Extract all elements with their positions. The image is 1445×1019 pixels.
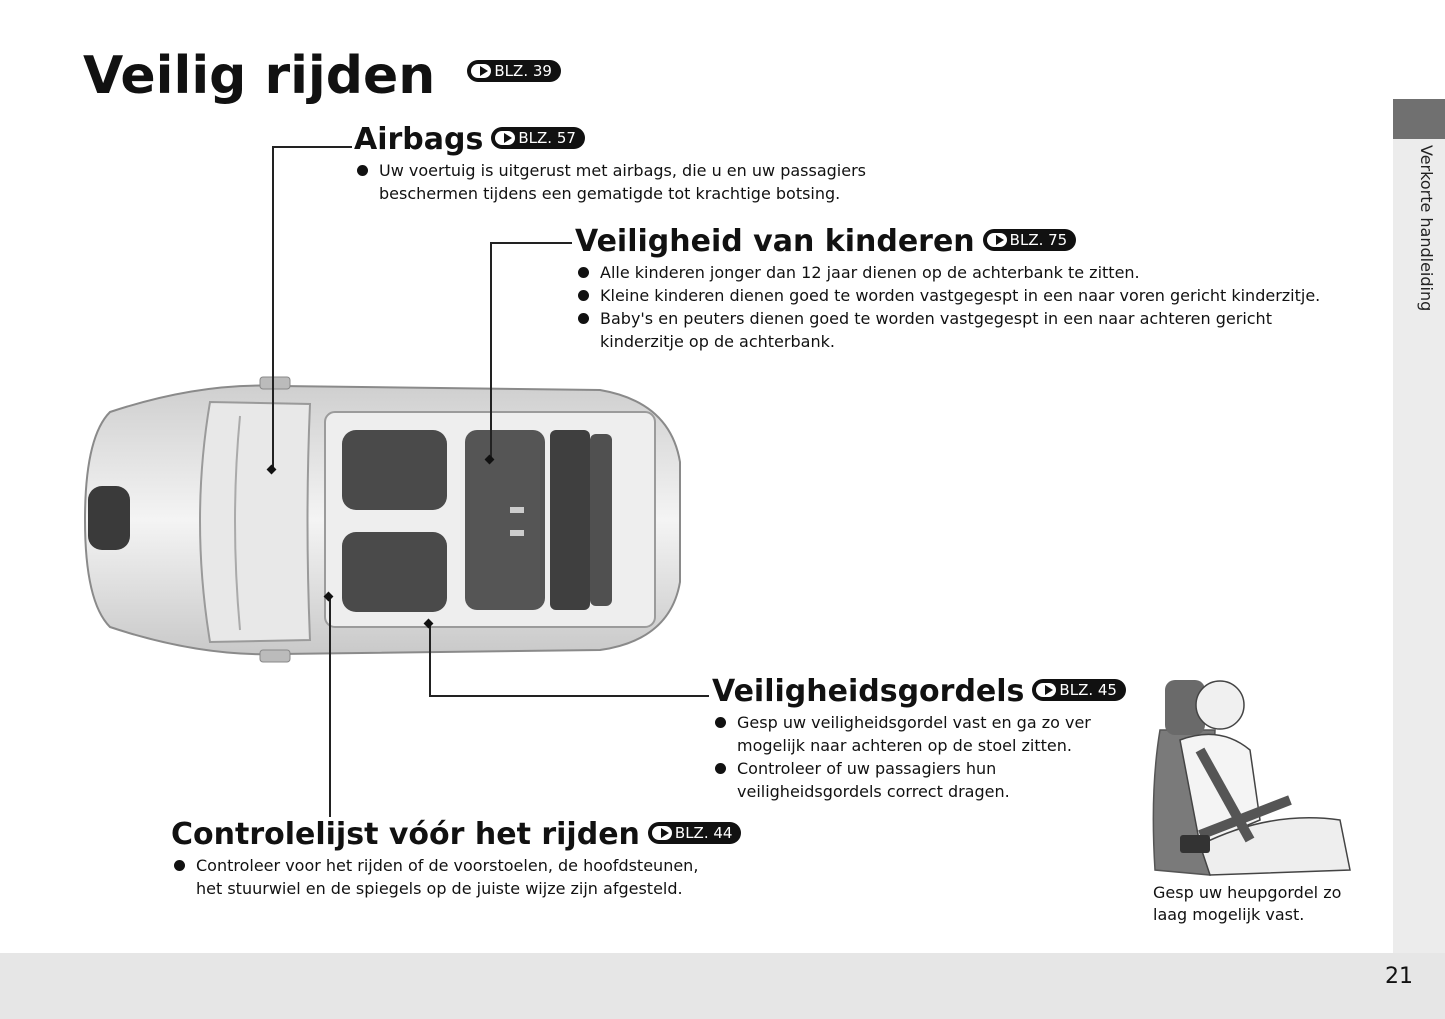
kinderen-heading: Veiligheid van kinderen BLZ. 75	[575, 222, 1076, 262]
controle-leader-v	[329, 597, 331, 817]
list-item: Kleine kinderen dienen goed te worden vastgegespt in een naar voren gericht kinderzitje.	[576, 284, 1320, 307]
list-item: Uw voertuig is uitgerust met airbags, die u en uw passagiers beschermen tijdens een gematigde tot krachtige botsing.	[355, 159, 866, 205]
airbags-heading: Airbags BLZ. 57	[354, 120, 585, 160]
gordels-bullets	[713, 711, 1091, 803]
list-item: Alle kinderen jonger dan 12 jaar dienen op de achterbank te zitten.	[576, 261, 1320, 284]
gordels-heading: Veiligheidsgordels BLZ. 45	[712, 672, 1126, 712]
seatbelt-person-illustration	[1140, 670, 1360, 880]
kinderen-leader-v	[490, 242, 492, 460]
kinderen-bullets	[576, 261, 1320, 353]
controle-heading: Controlelijst vóór het rijden BLZ. 44	[171, 815, 741, 855]
list-item: Baby's en peuters dienen goed te worden vastgegespt in een naar achteren gericht kinderzitje op de achterbank.	[576, 307, 1320, 353]
airbags-leader-v	[272, 146, 274, 470]
gordels-leader-v	[429, 623, 431, 696]
controle-bullets	[172, 854, 698, 900]
side-tab-label: Verkorte handleiding	[1417, 145, 1436, 312]
arrow-right-icon	[495, 131, 515, 145]
airbags-leader-h	[272, 146, 352, 148]
kinderen-leader-h	[490, 242, 572, 244]
page-number: 21	[1385, 964, 1413, 989]
airbags-ref-link[interactable]: BLZ. 57	[491, 127, 585, 149]
belt-caption: Gesp uw heupgordel zo laag mogelijk vast.	[1153, 883, 1342, 924]
page-title	[83, 44, 561, 108]
page-ref-link[interactable]: BLZ. 39	[467, 60, 561, 82]
list-item: Controleer of uw passagiers hun veiligheidsgordels correct dragen.	[713, 757, 1091, 803]
list-item: Gesp uw veiligheidsgordel vast en ga zo ver mogelijk naar achteren op de stoel zitten.	[713, 711, 1091, 757]
arrow-right-icon	[652, 826, 672, 840]
page-footer	[0, 953, 1445, 1019]
car-top-view-illustration	[80, 372, 690, 667]
page-title-text: Veilig rijden	[83, 46, 436, 106]
airbags-bullets	[355, 159, 866, 205]
controle-ref-link[interactable]: BLZ. 44	[648, 822, 742, 844]
list-item: Controleer voor het rijden of de voorstoelen, de hoofdsteunen, het stuurwiel en de spiegels op de juiste wijze zijn afgesteld.	[172, 854, 698, 900]
side-tab-marker	[1393, 99, 1445, 139]
arrow-right-icon	[471, 64, 491, 78]
arrow-right-icon	[987, 233, 1007, 247]
kinderen-ref-link[interactable]: BLZ. 75	[983, 229, 1077, 251]
gordels-ref-link[interactable]: BLZ. 45	[1032, 679, 1126, 701]
gordels-leader-h	[429, 695, 709, 697]
arrow-right-icon	[1036, 683, 1056, 697]
